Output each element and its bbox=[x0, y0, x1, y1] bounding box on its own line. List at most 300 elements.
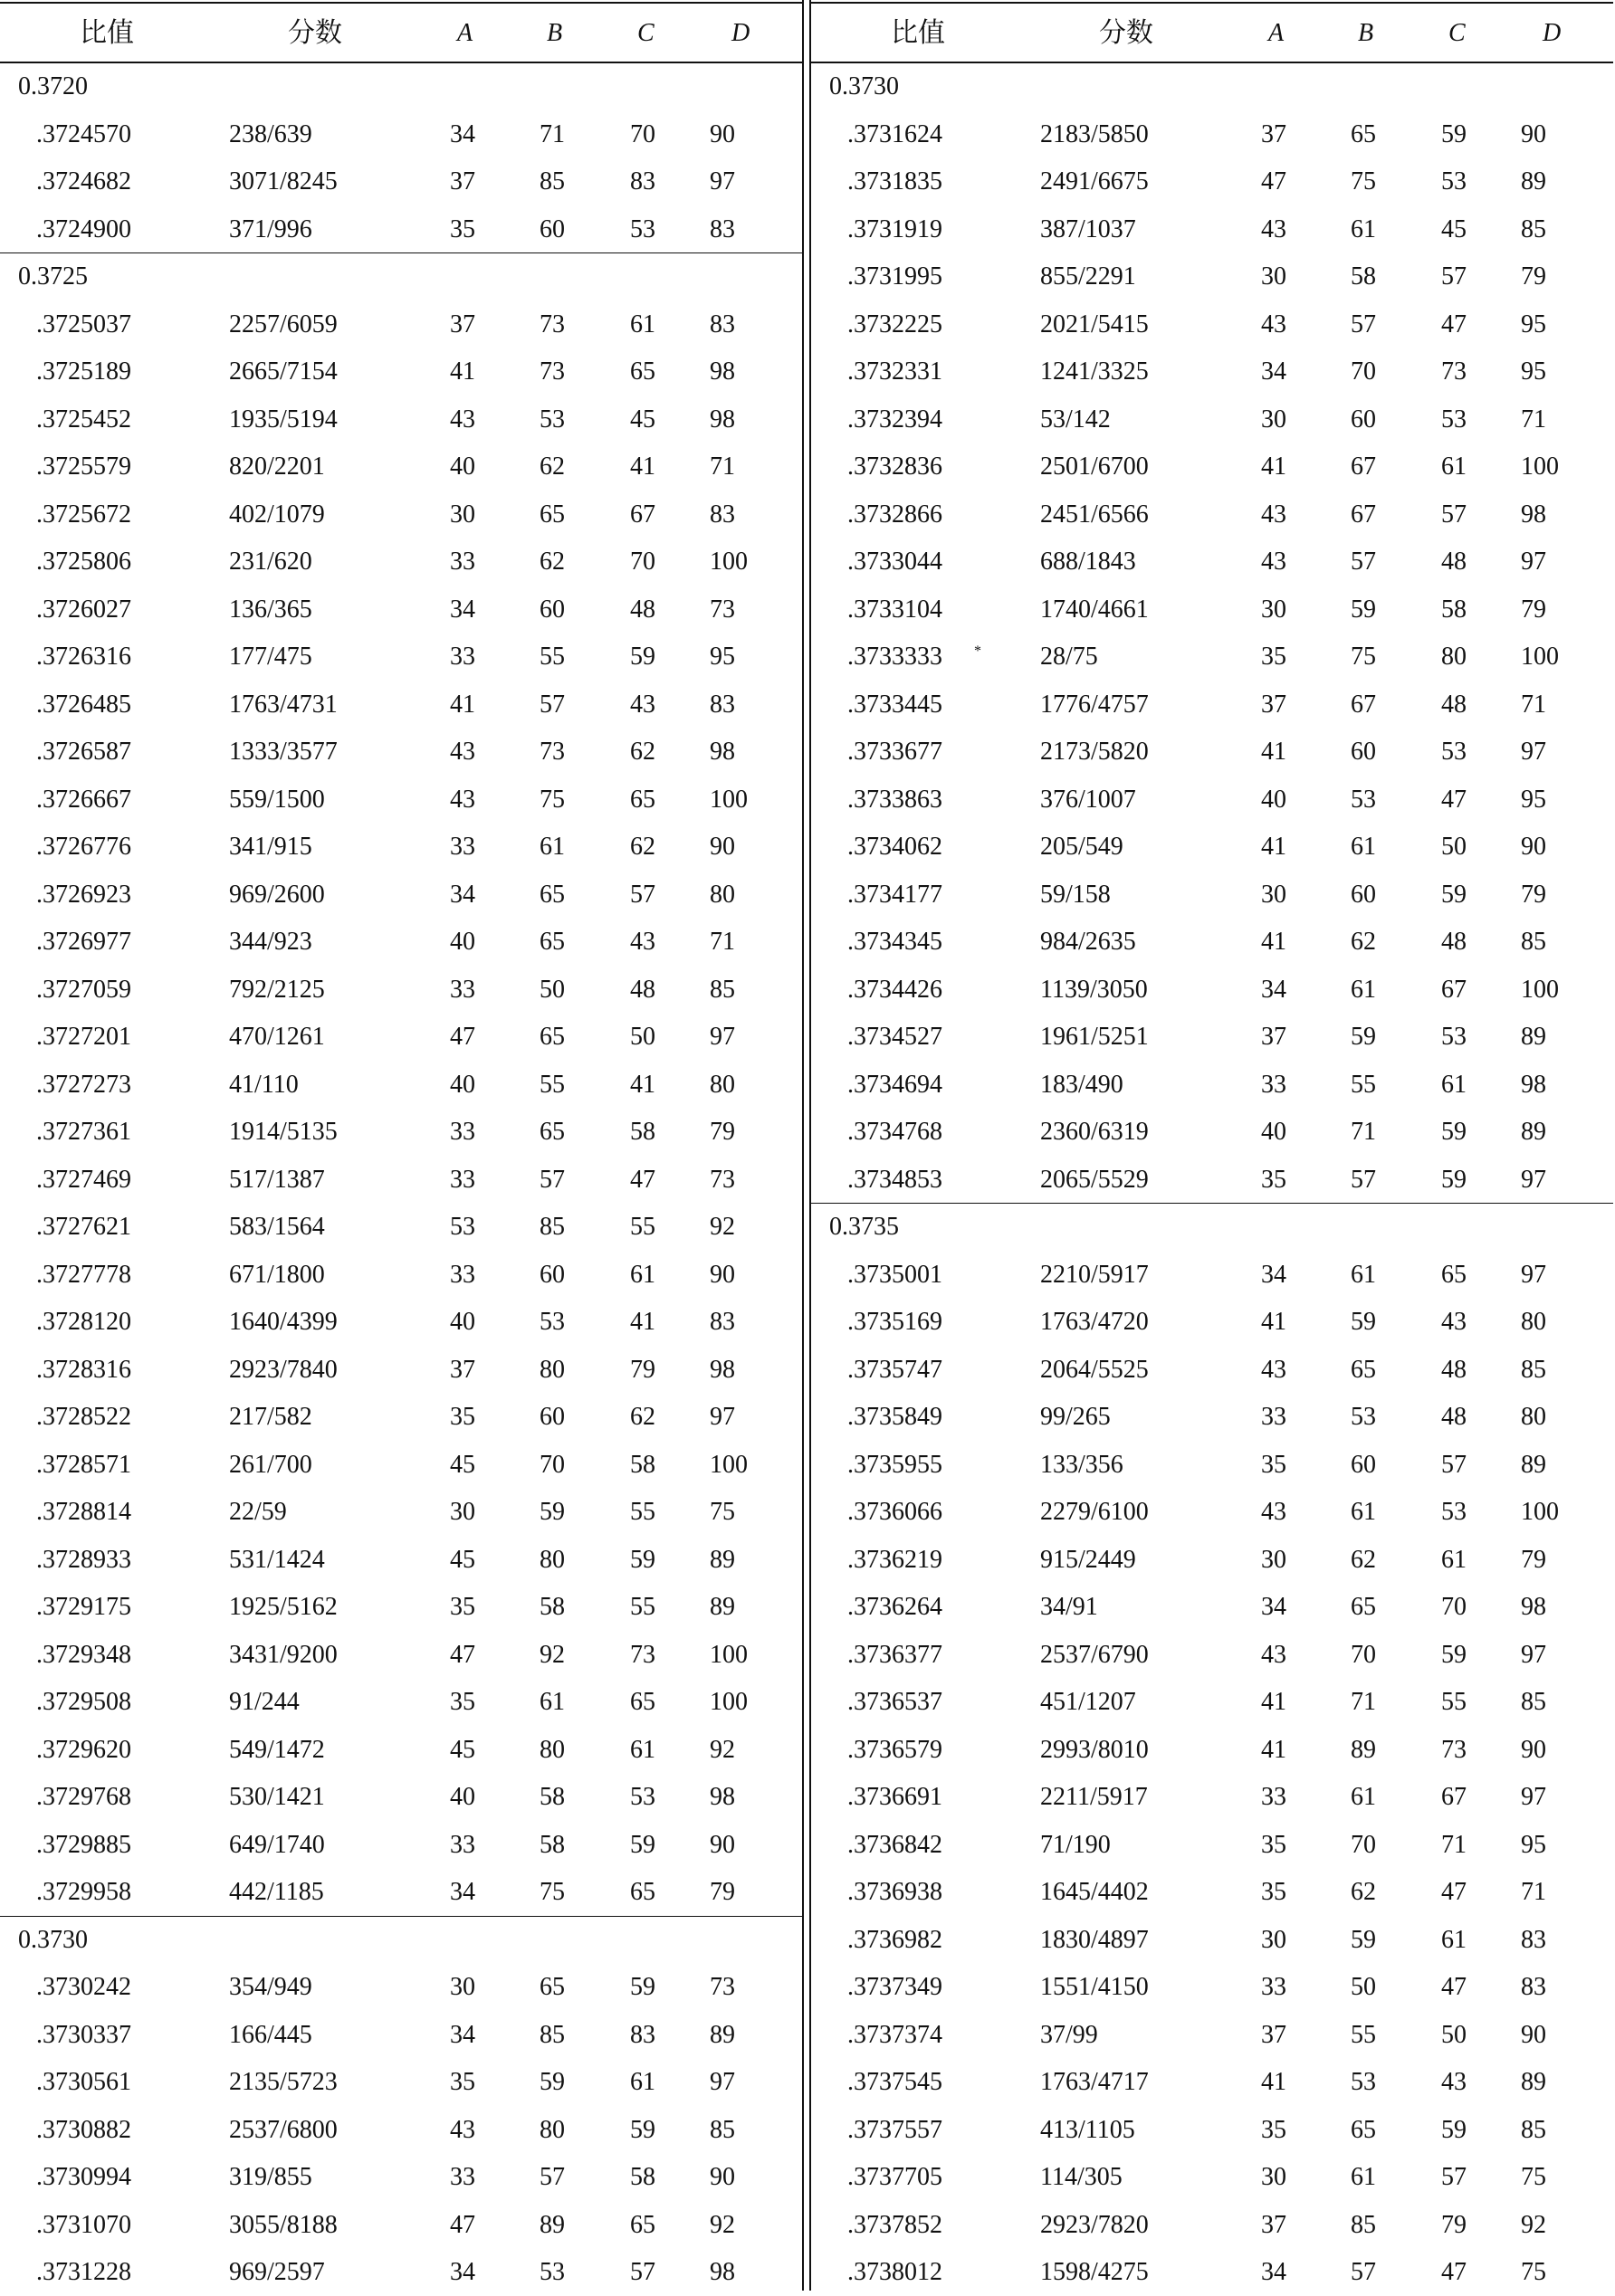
cell-c: 73 bbox=[630, 1640, 655, 1669]
cell-fraction: 371/996 bbox=[229, 214, 312, 243]
cell-fraction: 2360/6319 bbox=[1040, 1118, 1149, 1146]
cell-ratio: .3731228 bbox=[36, 2258, 131, 2286]
cell-ratio: .3728814 bbox=[36, 1498, 131, 1526]
cell-b: 89 bbox=[540, 2210, 565, 2239]
cell-b: 57 bbox=[1351, 548, 1376, 576]
cell-ratio: .3731995 bbox=[847, 262, 942, 291]
cell-b: 59 bbox=[1351, 595, 1376, 624]
cell-c: 53 bbox=[630, 1783, 655, 1811]
cell-d: 80 bbox=[1521, 1308, 1546, 1336]
cell-d: 83 bbox=[1521, 1973, 1546, 2001]
cell-b: 60 bbox=[540, 1403, 565, 1431]
cell-b: 53 bbox=[1351, 2068, 1376, 2096]
cell-c: 65 bbox=[630, 1878, 655, 1906]
table-row bbox=[811, 2012, 1613, 2059]
cell-fraction: 969/2597 bbox=[229, 2258, 325, 2286]
cell-ratio: .3735001 bbox=[847, 1260, 942, 1289]
table-row bbox=[811, 206, 1613, 253]
table-row bbox=[811, 967, 1613, 1014]
cell-b: 85 bbox=[540, 167, 565, 195]
cell-b: 70 bbox=[1351, 1640, 1376, 1669]
cell-fraction: 649/1740 bbox=[229, 1830, 325, 1859]
cell-ratio: .3726667 bbox=[36, 785, 131, 814]
cell-c: 70 bbox=[630, 119, 655, 148]
cell-ratio: .3726776 bbox=[36, 833, 131, 861]
cell-b: 65 bbox=[1351, 1593, 1376, 1621]
cell-a: 30 bbox=[1261, 262, 1286, 291]
cell-fraction: 59/158 bbox=[1040, 880, 1111, 909]
table-row bbox=[811, 1442, 1613, 1489]
cell-a: 30 bbox=[1261, 595, 1286, 624]
cell-a: 37 bbox=[450, 310, 475, 338]
cell-fraction: 387/1037 bbox=[1040, 214, 1136, 243]
cell-b: 58 bbox=[540, 1830, 565, 1859]
table-row bbox=[811, 2154, 1613, 2201]
table-row bbox=[811, 776, 1613, 824]
cell-a: 37 bbox=[450, 167, 475, 195]
cell-c: 65 bbox=[1441, 1260, 1467, 1289]
cell-b: 71 bbox=[1351, 1688, 1376, 1716]
cell-d: 97 bbox=[1521, 1783, 1546, 1811]
header-row bbox=[0, 7, 802, 60]
cell-b: 60 bbox=[540, 214, 565, 243]
cell-c: 67 bbox=[1441, 1783, 1467, 1811]
cell-ratio: .3735849 bbox=[847, 1403, 942, 1431]
cell-b: 67 bbox=[1351, 500, 1376, 529]
cell-a: 35 bbox=[1261, 1878, 1286, 1906]
cell-ratio: .3725452 bbox=[36, 405, 131, 433]
cell-ratio: .3728571 bbox=[36, 1450, 131, 1479]
cell-a: 30 bbox=[1261, 2163, 1286, 2191]
cell-b: 59 bbox=[540, 1498, 565, 1526]
table-row bbox=[0, 1727, 802, 1774]
cell-fraction: 451/1207 bbox=[1040, 1688, 1136, 1716]
cell-c: 55 bbox=[630, 1213, 655, 1241]
cell-d: 90 bbox=[710, 833, 735, 861]
table-row bbox=[811, 1062, 1613, 1109]
cell-fraction: 1740/4661 bbox=[1040, 595, 1149, 624]
cell-fraction: 261/700 bbox=[229, 1450, 312, 1479]
cell-ratio: .3729885 bbox=[36, 1830, 131, 1859]
cell-fraction: 2279/6100 bbox=[1040, 1498, 1149, 1526]
table-row bbox=[0, 681, 802, 729]
cell-a: 41 bbox=[1261, 453, 1286, 481]
table-row bbox=[0, 2107, 802, 2154]
cell-a: 43 bbox=[1261, 500, 1286, 529]
cell-c: 62 bbox=[630, 1403, 655, 1431]
cell-c: 61 bbox=[630, 2068, 655, 2096]
cell-d: 95 bbox=[1521, 357, 1546, 386]
cell-c: 55 bbox=[630, 1498, 655, 1526]
cell-d: 97 bbox=[710, 1023, 735, 1051]
cell-c: 59 bbox=[1441, 119, 1467, 148]
cell-b: 61 bbox=[1351, 1260, 1376, 1289]
cell-d: 89 bbox=[1521, 1118, 1546, 1146]
cell-a: 35 bbox=[450, 1593, 475, 1621]
cell-ratio: .3726485 bbox=[36, 690, 131, 719]
cell-b: 55 bbox=[540, 1070, 565, 1099]
cell-fraction: 3055/8188 bbox=[229, 2210, 338, 2239]
cell-d: 71 bbox=[1521, 405, 1546, 433]
cell-b: 85 bbox=[540, 2020, 565, 2049]
cell-a: 34 bbox=[450, 595, 475, 624]
cell-d: 97 bbox=[1521, 1165, 1546, 1194]
table-row bbox=[811, 253, 1613, 300]
cell-a: 33 bbox=[450, 643, 475, 671]
cell-c: 53 bbox=[1441, 167, 1467, 195]
cell-ratio: .3724682 bbox=[36, 167, 131, 195]
table-row bbox=[0, 111, 802, 158]
column-divider-right bbox=[809, 0, 811, 2291]
table-row bbox=[811, 919, 1613, 966]
table-row bbox=[811, 586, 1613, 634]
cell-fraction: 1935/5194 bbox=[229, 405, 338, 433]
cell-ratio: .3729175 bbox=[36, 1593, 131, 1621]
table-row bbox=[811, 1964, 1613, 2011]
table-row bbox=[0, 919, 802, 966]
cell-b: 75 bbox=[1351, 643, 1376, 671]
table-row bbox=[0, 1679, 802, 1726]
cell-c: 59 bbox=[630, 1830, 655, 1859]
cell-fraction: 517/1387 bbox=[229, 1165, 325, 1194]
cell-c: 48 bbox=[1441, 1355, 1467, 1384]
asterisk-mark: * bbox=[974, 643, 981, 659]
cell-ratio: .3733863 bbox=[847, 785, 942, 814]
cell-c: 61 bbox=[1441, 453, 1467, 481]
cell-b: 80 bbox=[540, 2115, 565, 2144]
table-top-rule bbox=[0, 2, 802, 4]
section-heading bbox=[0, 1917, 802, 1964]
cell-c: 62 bbox=[630, 738, 655, 766]
cell-a: 33 bbox=[1261, 1070, 1286, 1099]
cell-fraction: 1598/4275 bbox=[1040, 2258, 1149, 2286]
table-row bbox=[0, 1299, 802, 1346]
cell-a: 33 bbox=[450, 548, 475, 576]
table-row bbox=[0, 538, 802, 586]
cell-d: 95 bbox=[1521, 785, 1546, 814]
section-heading bbox=[0, 63, 802, 110]
cell-c: 58 bbox=[630, 1118, 655, 1146]
cell-d: 98 bbox=[1521, 500, 1546, 529]
cell-a: 33 bbox=[1261, 1403, 1286, 1431]
cell-ratio: .3732836 bbox=[847, 453, 942, 481]
cell-ratio: .3733333 bbox=[847, 643, 942, 671]
cell-ratio: .3735747 bbox=[847, 1355, 942, 1384]
cell-b: 62 bbox=[1351, 1545, 1376, 1574]
cell-d: 89 bbox=[1521, 1450, 1546, 1479]
cell-a: 43 bbox=[450, 785, 475, 814]
cell-d: 85 bbox=[1521, 928, 1546, 956]
cell-a: 41 bbox=[1261, 2068, 1286, 2096]
cell-b: 55 bbox=[1351, 2020, 1376, 2049]
cell-ratio: .3727273 bbox=[36, 1070, 131, 1099]
table-row bbox=[0, 729, 802, 776]
cell-a: 41 bbox=[1261, 738, 1286, 766]
table-row bbox=[811, 2202, 1613, 2249]
section-label: 0.3735 bbox=[829, 1213, 899, 1241]
cell-b: 62 bbox=[1351, 1878, 1376, 1906]
cell-a: 43 bbox=[1261, 1355, 1286, 1384]
cell-ratio: .3736377 bbox=[847, 1640, 942, 1669]
table-row bbox=[0, 776, 802, 824]
cell-a: 43 bbox=[1261, 548, 1286, 576]
table-row bbox=[0, 2202, 802, 2249]
header-fraction: 分数 bbox=[1099, 17, 1153, 49]
cell-b: 65 bbox=[1351, 2115, 1376, 2144]
cell-fraction: 559/1500 bbox=[229, 785, 325, 814]
cell-b: 73 bbox=[540, 738, 565, 766]
table-row bbox=[0, 1252, 802, 1299]
cell-c: 83 bbox=[630, 167, 655, 195]
header-ratio: 比值 bbox=[80, 17, 134, 49]
cell-a: 30 bbox=[450, 500, 475, 529]
cell-a: 43 bbox=[450, 405, 475, 433]
table-row bbox=[811, 2107, 1613, 2154]
cell-a: 41 bbox=[1261, 928, 1286, 956]
cell-d: 83 bbox=[710, 500, 735, 529]
cell-b: 65 bbox=[540, 1118, 565, 1146]
cell-ratio: .3730882 bbox=[36, 2115, 131, 2144]
cell-a: 35 bbox=[1261, 2115, 1286, 2144]
cell-fraction: 915/2449 bbox=[1040, 1545, 1136, 1574]
cell-a: 47 bbox=[450, 1640, 475, 1669]
cell-b: 70 bbox=[1351, 1830, 1376, 1859]
cell-a: 43 bbox=[1261, 310, 1286, 338]
cell-b: 59 bbox=[540, 2068, 565, 2096]
cell-a: 40 bbox=[450, 1783, 475, 1811]
cell-d: 98 bbox=[710, 738, 735, 766]
cell-b: 60 bbox=[540, 595, 565, 624]
cell-a: 33 bbox=[450, 833, 475, 861]
table-row bbox=[811, 1584, 1613, 1631]
cell-ratio: .3727201 bbox=[36, 1023, 131, 1051]
cell-d: 100 bbox=[710, 1640, 748, 1669]
cell-ratio: .3725037 bbox=[36, 310, 131, 338]
cell-ratio: .3737374 bbox=[847, 2020, 942, 2049]
cell-c: 57 bbox=[1441, 1450, 1467, 1479]
cell-c: 50 bbox=[1441, 2020, 1467, 2049]
cell-a: 35 bbox=[450, 1403, 475, 1431]
cell-fraction: 166/445 bbox=[229, 2020, 312, 2049]
cell-fraction: 671/1800 bbox=[229, 1260, 325, 1289]
cell-ratio: .3734345 bbox=[847, 928, 942, 956]
table-row bbox=[0, 634, 802, 681]
cell-c: 65 bbox=[630, 2210, 655, 2239]
table-row bbox=[0, 301, 802, 348]
section-heading bbox=[0, 253, 802, 300]
cell-c: 59 bbox=[1441, 1165, 1467, 1194]
cell-c: 61 bbox=[1441, 1545, 1467, 1574]
cell-b: 57 bbox=[540, 690, 565, 719]
cell-d: 71 bbox=[1521, 1878, 1546, 1906]
cell-fraction: 114/305 bbox=[1040, 2163, 1123, 2191]
cell-fraction: 99/265 bbox=[1040, 1403, 1111, 1431]
cell-b: 61 bbox=[1351, 1498, 1376, 1526]
cell-c: 47 bbox=[1441, 785, 1467, 814]
table-row bbox=[0, 824, 802, 871]
cell-a: 34 bbox=[450, 880, 475, 909]
cell-fraction: 2021/5415 bbox=[1040, 310, 1149, 338]
cell-c: 55 bbox=[630, 1593, 655, 1621]
cell-c: 57 bbox=[630, 880, 655, 909]
cell-a: 41 bbox=[1261, 1735, 1286, 1764]
cell-fraction: 53/142 bbox=[1040, 405, 1111, 433]
cell-d: 97 bbox=[1521, 548, 1546, 576]
table-row bbox=[0, 1489, 802, 1536]
cell-d: 85 bbox=[1521, 1688, 1546, 1716]
cell-d: 90 bbox=[710, 2163, 735, 2191]
cell-d: 98 bbox=[710, 1783, 735, 1811]
cell-b: 58 bbox=[540, 1783, 565, 1811]
cell-b: 65 bbox=[1351, 119, 1376, 148]
cell-c: 71 bbox=[1441, 1830, 1467, 1859]
cell-fraction: 2210/5917 bbox=[1040, 1260, 1149, 1289]
cell-c: 41 bbox=[630, 453, 655, 481]
cell-c: 48 bbox=[1441, 690, 1467, 719]
cell-c: 61 bbox=[1441, 1070, 1467, 1099]
cell-b: 73 bbox=[540, 357, 565, 386]
cell-b: 65 bbox=[540, 1023, 565, 1051]
cell-a: 30 bbox=[1261, 405, 1286, 433]
cell-d: 89 bbox=[710, 1593, 735, 1621]
cell-ratio: .3728522 bbox=[36, 1403, 131, 1431]
cell-fraction: 238/639 bbox=[229, 119, 312, 148]
cell-ratio: .3729620 bbox=[36, 1735, 131, 1764]
cell-ratio: .3736842 bbox=[847, 1830, 942, 1859]
cell-d: 75 bbox=[1521, 2163, 1546, 2191]
table-row bbox=[0, 158, 802, 205]
cell-d: 90 bbox=[710, 1830, 735, 1859]
cell-b: 61 bbox=[540, 833, 565, 861]
cell-ratio: .3737349 bbox=[847, 1973, 942, 2001]
table-row bbox=[0, 396, 802, 443]
cell-b: 55 bbox=[540, 643, 565, 671]
cell-b: 53 bbox=[540, 2258, 565, 2286]
cell-d: 83 bbox=[710, 214, 735, 243]
cell-c: 61 bbox=[630, 310, 655, 338]
cell-d: 98 bbox=[710, 2258, 735, 2286]
cell-d: 85 bbox=[1521, 214, 1546, 243]
cell-ratio: .3732225 bbox=[847, 310, 942, 338]
cell-d: 95 bbox=[710, 643, 735, 671]
cell-b: 65 bbox=[1351, 1355, 1376, 1384]
cell-ratio: .3731919 bbox=[847, 214, 942, 243]
cell-c: 45 bbox=[1441, 214, 1467, 243]
cell-d: 79 bbox=[1521, 595, 1546, 624]
table-row bbox=[0, 1014, 802, 1061]
cell-c: 61 bbox=[630, 1735, 655, 1764]
cell-b: 61 bbox=[1351, 975, 1376, 1004]
cell-c: 58 bbox=[630, 1450, 655, 1479]
cell-d: 97 bbox=[710, 2068, 735, 2096]
cell-ratio: .3727469 bbox=[36, 1165, 131, 1194]
cell-ratio: .3725579 bbox=[36, 453, 131, 481]
column-divider-left bbox=[802, 0, 804, 2291]
cell-a: 40 bbox=[1261, 1118, 1286, 1146]
cell-ratio: .3726587 bbox=[36, 738, 131, 766]
cell-d: 97 bbox=[710, 167, 735, 195]
cell-d: 71 bbox=[710, 453, 735, 481]
cell-a: 37 bbox=[1261, 119, 1286, 148]
section-heading bbox=[811, 1204, 1613, 1251]
header-c: C bbox=[637, 19, 655, 47]
cell-b: 59 bbox=[1351, 1308, 1376, 1336]
cell-b: 58 bbox=[540, 1593, 565, 1621]
cell-ratio: .3732866 bbox=[847, 500, 942, 529]
cell-fraction: 688/1843 bbox=[1040, 548, 1136, 576]
cell-ratio: .3734694 bbox=[847, 1070, 942, 1099]
cell-b: 50 bbox=[540, 975, 565, 1004]
cell-b: 65 bbox=[540, 500, 565, 529]
cell-c: 48 bbox=[1441, 1403, 1467, 1431]
table-top-rule bbox=[811, 2, 1613, 4]
cell-a: 34 bbox=[1261, 357, 1286, 386]
cell-b: 57 bbox=[540, 2163, 565, 2191]
cell-c: 53 bbox=[1441, 1023, 1467, 1051]
cell-c: 61 bbox=[1441, 1925, 1467, 1954]
cell-ratio: .3729348 bbox=[36, 1640, 131, 1669]
cell-ratio: .3737545 bbox=[847, 2068, 942, 2096]
cell-a: 40 bbox=[1261, 785, 1286, 814]
cell-a: 37 bbox=[1261, 2210, 1286, 2239]
cell-a: 33 bbox=[450, 2163, 475, 2191]
cell-d: 80 bbox=[1521, 1403, 1546, 1431]
table-row bbox=[0, 2154, 802, 2201]
cell-b: 65 bbox=[540, 880, 565, 909]
cell-c: 58 bbox=[1441, 595, 1467, 624]
cell-ratio: .3727778 bbox=[36, 1260, 131, 1289]
header-c: C bbox=[1448, 19, 1466, 47]
cell-ratio: .3727361 bbox=[36, 1118, 131, 1146]
cell-c: 50 bbox=[630, 1023, 655, 1051]
cell-fraction: 376/1007 bbox=[1040, 785, 1136, 814]
cell-ratio: .3729508 bbox=[36, 1688, 131, 1716]
cell-a: 35 bbox=[1261, 1165, 1286, 1194]
cell-ratio: .3728933 bbox=[36, 1545, 131, 1574]
cell-d: 100 bbox=[1521, 453, 1559, 481]
cell-ratio: .3731835 bbox=[847, 167, 942, 195]
cell-b: 75 bbox=[1351, 167, 1376, 195]
table-row bbox=[0, 1347, 802, 1394]
cell-a: 33 bbox=[450, 1830, 475, 1859]
cell-fraction: 2064/5525 bbox=[1040, 1355, 1149, 1384]
cell-ratio: .3736691 bbox=[847, 1783, 942, 1811]
cell-c: 41 bbox=[630, 1070, 655, 1099]
cell-ratio: .3730337 bbox=[36, 2020, 131, 2049]
header-d: D bbox=[731, 19, 750, 47]
cell-ratio: .3732331 bbox=[847, 357, 942, 386]
cell-b: 57 bbox=[1351, 1165, 1376, 1194]
cell-d: 73 bbox=[710, 1973, 735, 2001]
cell-b: 62 bbox=[540, 453, 565, 481]
cell-fraction: 2257/6059 bbox=[229, 310, 338, 338]
cell-a: 35 bbox=[1261, 1830, 1286, 1859]
cell-fraction: 855/2291 bbox=[1040, 262, 1136, 291]
cell-a: 35 bbox=[450, 1688, 475, 1716]
cell-d: 83 bbox=[710, 690, 735, 719]
cell-b: 71 bbox=[1351, 1118, 1376, 1146]
cell-a: 41 bbox=[450, 357, 475, 386]
cell-c: 57 bbox=[1441, 262, 1467, 291]
cell-fraction: 1333/3577 bbox=[229, 738, 338, 766]
cell-a: 33 bbox=[450, 1165, 475, 1194]
cell-c: 73 bbox=[1441, 1735, 1467, 1764]
cell-c: 53 bbox=[1441, 738, 1467, 766]
table-row bbox=[811, 1157, 1613, 1204]
cell-ratio: .3733044 bbox=[847, 548, 942, 576]
cell-ratio: .3734527 bbox=[847, 1023, 942, 1051]
cell-ratio: .3732394 bbox=[847, 405, 942, 433]
